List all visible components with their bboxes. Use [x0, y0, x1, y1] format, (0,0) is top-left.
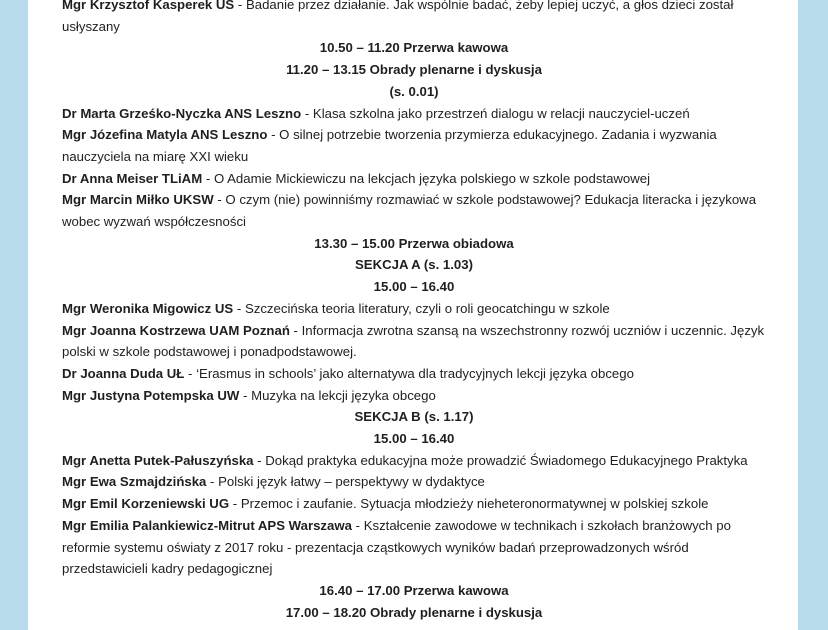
entry-separator: - [289, 322, 302, 338]
entry-separator: - [351, 517, 364, 533]
program-entry [62, 0, 766, 37]
coffee-break-heading: 10.50 – 11.20 Przerwa kawowa [319, 40, 509, 56]
entry-separator: - [184, 365, 197, 381]
entry-author: Mgr Anetta Putek-Pałuszyńska [62, 452, 254, 468]
entry-title: Badanie przez działanie. Jak wspólnie badać, żeby lepiej uczyć, a głos dzieci został usłyszany [62, 0, 734, 34]
entry-title: Informacja zwrotna szansą na wszechstronny rozwój uczniów i uczennic. Język polski w szkole podstawowej i ponadpodstawowej. [62, 322, 765, 360]
program-content [62, 0, 766, 623]
entry-title: ‘Erasmus in schools’ jako alternatywa dla tradycyjnych lekcji języka obcego [196, 365, 634, 381]
entry-title: Kształcenie zawodowe w technikach i szkołach branżowych po reformie systemu oświaty z 2017 roku - prezentacja cząstkowych wyników badań przeprowadzonych wśród przedstawicieli kadry pedagogicznej [62, 517, 731, 577]
section-b-time: 15.00 – 16.40 [373, 431, 455, 447]
section-a-heading: SEKCJA A (s. 1.03) [355, 257, 473, 273]
entry-author: Mgr Józefina Matyla ANS Leszno [62, 127, 268, 143]
entry-separator: - [206, 474, 219, 490]
section-b-heading: SEKCJA B (s. 1.17) [354, 409, 474, 425]
entry-author: Mgr Krzysztof Kasperek US [62, 0, 235, 12]
program-entry [62, 189, 766, 232]
entry-author: Mgr Emilia Palankiewicz-Mitrut APS Warszawa [62, 517, 352, 533]
program-entry [62, 298, 766, 320]
entry-separator: - [267, 127, 280, 143]
program-sheet [28, 0, 798, 630]
entry-title: Przemoc i zaufanie. Sytuacja młodzieży nieheteronormatywnej w polskiej szkole [240, 496, 709, 512]
entry-separator: - [253, 452, 266, 468]
entry-author: Mgr Weronika Migowicz US [62, 300, 234, 316]
entry-title: O Adamie Mickiewiczu na lekcjach języka polskiego w szkole podstawowej [213, 170, 651, 186]
entry-author: Mgr Justyna Potempska UW [62, 387, 240, 403]
entry-author: Mgr Joanna Kostrzewa UAM Poznań [62, 322, 290, 338]
program-entry [62, 450, 766, 472]
program-entry [62, 103, 766, 125]
section-a-time: 15.00 – 16.40 [373, 279, 455, 295]
entry-separator: - [229, 496, 241, 512]
entry-title: Szczecińska teoria literatury, czyli o roli geocatchingu w szkole [244, 300, 610, 316]
entry-title: Klasa szkolna jako przestrzeń dialogu w relacji nauczyciel-uczeń [312, 105, 690, 121]
plenary-session-heading: 17.00 – 18.20 Obrady plenarne i dyskusja [285, 604, 543, 620]
entry-author: Dr Anna Meiser TLiAM [62, 170, 203, 186]
entry-title: Polski język łatwy – perspektywy w dydaktyce [218, 474, 485, 490]
program-entry [62, 363, 766, 385]
program-entry [62, 168, 766, 190]
program-entry [62, 385, 766, 407]
program-entry [62, 515, 766, 580]
entry-title: Dokąd praktyka edukacyjna może prowadzić Świadomego Edukacyjnego Praktyka [265, 452, 748, 468]
entry-separator: - [234, 0, 246, 12]
entry-author: Dr Joanna Duda UŁ [62, 365, 185, 381]
entry-separator: - [233, 300, 245, 316]
program-entry [62, 471, 766, 493]
room-heading: (s. 0.01) [389, 83, 439, 99]
plenary-session-heading: 11.20 – 13.15 Obrady plenarne i dyskusja [286, 62, 542, 78]
lunch-break-heading: 13.30 – 15.00 Przerwa obiadowa [314, 235, 514, 251]
coffee-break-heading: 16.40 – 17.00 Przerwa kawowa [319, 582, 509, 598]
entry-separator: - [301, 105, 313, 121]
entry-author: Mgr Marcin Miłko UKSW [62, 192, 214, 208]
entry-author: Mgr Emil Korzeniewski UG [62, 496, 230, 512]
program-entry [62, 320, 766, 363]
entry-separator: - [213, 192, 226, 208]
program-entry [62, 493, 766, 515]
entry-author: Mgr Ewa Szmajdzińska [62, 474, 207, 490]
entry-title: O silnej potrzebie tworzenia przymierza edukacyjnego. Zadania i wyzwania nauczyciela na miarę XXI wieku [62, 127, 717, 164]
entry-separator: - [202, 170, 214, 186]
entry-title: O czym (nie) powinniśmy rozmawiać w szkole podstawowej? Edukacja literacka i językowa wobec wyzwań współczesności [62, 192, 757, 230]
entry-author: Dr Marta Grześko-Nyczka ANS Leszno [62, 105, 302, 121]
program-entry [62, 124, 766, 167]
entry-separator: - [239, 387, 252, 403]
entry-title: Muzyka na lekcji języka obcego [251, 387, 436, 403]
